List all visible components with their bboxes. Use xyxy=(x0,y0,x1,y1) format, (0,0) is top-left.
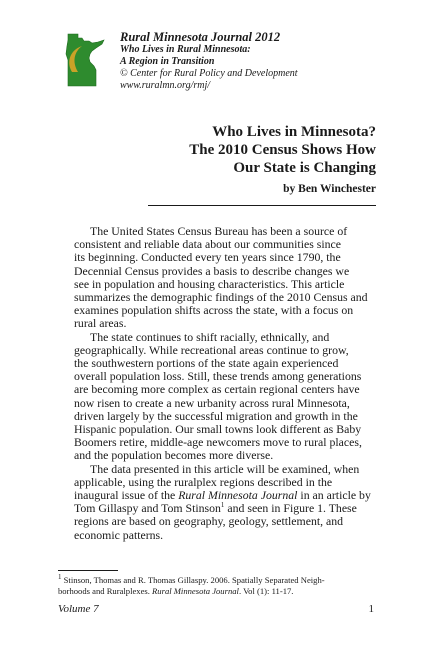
journal-header xyxy=(62,30,362,94)
body-line: geographically. While recreational areas continue to grow, xyxy=(74,342,349,357)
journal-url[interactable]: www.ruralmn.org/rmj/ xyxy=(120,80,211,91)
article-title-line1: Who Lives in Minnesota? xyxy=(212,124,376,140)
body-line: consistent and reliable data about our communities since xyxy=(74,237,341,252)
body-text-fragment: in an article by xyxy=(297,488,371,503)
body-line: now risen to create a new urbanity across rural Minnesota, xyxy=(74,395,350,410)
body-line: rural areas. xyxy=(74,316,127,331)
paragraph-3 xyxy=(58,463,378,542)
body-line: The United States Census Bureau has been a source of xyxy=(90,224,348,238)
volume-label: Volume 7 xyxy=(58,603,99,615)
article-title-line2: The 2010 Census Shows How xyxy=(189,142,376,158)
footnote xyxy=(58,575,378,597)
body-line: summarizes the demographic findings of the 2010 Census and xyxy=(74,290,368,305)
footnote-text: Stinson, Thomas and R. Thomas Gillaspy. 2006. Spatially Separated Neigh- xyxy=(61,575,325,585)
journal-subtitle-line2: A Region in Transition xyxy=(120,56,215,67)
journal-title: Rural Minnesota Journal 2012 xyxy=(120,30,281,44)
body-line: see in population and housing characteristics. This article xyxy=(74,276,345,291)
body-line: and the population becomes more diverse. xyxy=(74,448,274,463)
paragraph-1 xyxy=(58,225,378,331)
journal-subtitle-line1: Who Lives in Rural Minnesota: xyxy=(120,44,251,55)
paragraph-2 xyxy=(58,331,378,463)
footnote-text: . Vol (1): 11-17. xyxy=(238,586,294,596)
body-line: are becoming more complex as certain regional centers have xyxy=(74,382,360,397)
body-text-fragment: inaugural issue of the xyxy=(74,488,179,503)
page-number: 1 xyxy=(368,603,374,615)
body-line: the southwestern portions of the state again experienced xyxy=(74,356,339,371)
body-line: Boomers retire, middle-age newcomers move to rural places, xyxy=(74,435,362,450)
footnote-divider xyxy=(58,570,118,571)
body-line: examines population shifts across the state, with a focus on xyxy=(74,303,354,318)
copyright-notice: © Center for Rural Policy and Development xyxy=(120,68,298,79)
body-line: regions are based on geography, geology, settlement, and xyxy=(74,514,344,529)
body-line: Decennial Census provides a basis to describe changes we xyxy=(74,263,350,278)
body-text-fragment: Tom Gillaspy and Tom Stinson xyxy=(74,501,221,516)
footnote-line2 xyxy=(58,586,378,597)
article-byline: by Ben Winchester xyxy=(283,183,376,195)
article-title xyxy=(76,123,376,177)
title-divider xyxy=(148,205,376,206)
body-line: The state continues to shift racially, ethnically, and xyxy=(90,329,330,344)
body-line: overall population loss. Still, these trends among generations xyxy=(74,369,362,384)
body-line: The data presented in this article will be examined, when xyxy=(90,461,360,476)
body-line: Hispanic population. Our small towns look different as Baby xyxy=(74,422,362,437)
footnote-text: borhoods and Ruralplexes. xyxy=(58,586,153,596)
footnote-line1 xyxy=(58,575,378,586)
footnote-journal-italic: Rural Minnesota Journal xyxy=(152,586,239,596)
article-body xyxy=(58,225,378,542)
body-text-fragment: and seen in Figure 1. These xyxy=(224,501,357,516)
footnote-number: 1 xyxy=(58,573,62,582)
header-text xyxy=(120,30,370,92)
body-line: driven largely by the successful migration and growth in the xyxy=(74,408,358,423)
journal-name-italic: Rural Minnesota Journal xyxy=(178,488,298,503)
minnesota-logo-icon xyxy=(62,32,106,88)
body-line: its beginning. Conducted every ten years since 1790, the xyxy=(74,250,341,265)
body-line: applicable, using the ruralplex regions described in the xyxy=(74,474,333,489)
article-title-line3: Our State is Changing xyxy=(233,160,376,176)
footnote-marker[interactable]: 1 xyxy=(220,501,225,510)
body-line: economic patterns. xyxy=(74,527,164,542)
